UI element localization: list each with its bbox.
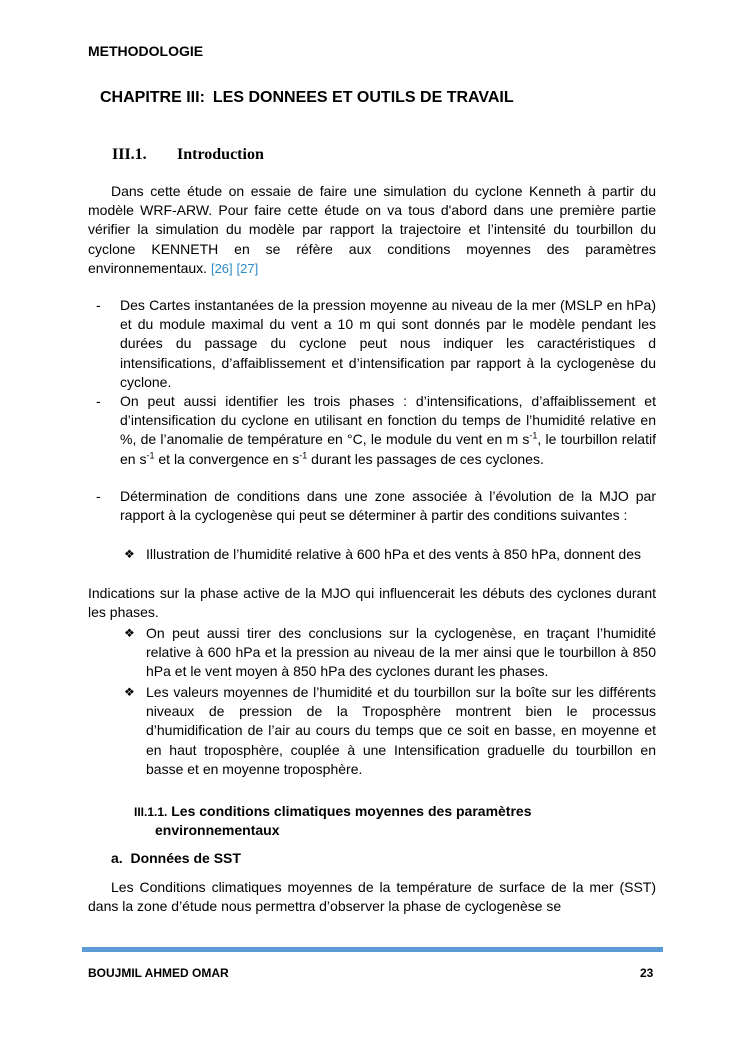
subsubsection-heading (111, 850, 241, 866)
footer-author: BOUJMIL AHMED OMAR (88, 966, 229, 980)
citation-link[interactable]: [26] (210, 260, 233, 276)
chapter-title-text: LES DONNEES ET OUTILS DE TRAVAIL (212, 89, 514, 106)
subsection-number: III.1.1. (134, 805, 168, 819)
text-run: durant les passages de ces cyclones. (307, 450, 544, 467)
text-run: , le tourbillon relatif en s (120, 431, 656, 467)
list-item (88, 392, 656, 469)
running-header: METHODOLOGIE (88, 43, 204, 59)
four-diamond-star-icon: ❖ (124, 626, 135, 640)
section-heading (112, 146, 264, 164)
sub-list-item-text: On peut aussi tirer des conclusions sur la cyclogenèse, en traçant l’humidité relative à 600 hPa et la pression au niveau de la mer ainsi que le tourbillon à 850 hPa et le vent moyen à 850 hPa des cyclones durant les phases. (146, 625, 656, 680)
citation-link[interactable]: [27] (236, 260, 259, 276)
chapter-title (100, 89, 514, 107)
chapter-label: CHAPITRE III: (100, 89, 205, 106)
list-item-text: Des Cartes instantanées de la pression moyenne au niveau de la mer (MSLP en hPa) et du module maximal du vent a 10 m qui sont donnés par le modèle pendant les durées du passage du cyclone peut nous indiquer les caractéristiques d intensifications, d’affaiblissement et d’intensification par rapport à la cyclogenèse du cyclone. (120, 297, 656, 390)
sub-list-item-text: Les valeurs moyennes de l’humidité et du tourbillon sur la boîte sur les différents niveaux de pression de la Troposphère montrent bien le processus d’humidification de l’air au cours du temps que ce soit en basse, en moyenne et en haut troposphère, couplée à une Intensification graduelle du tourbillon en basse et en moyenne troposphère. (146, 684, 656, 777)
subsection-title-line2: environnementaux (155, 822, 280, 838)
sub-list-item (124, 683, 656, 779)
list-item-text: Détermination de conditions dans une zone associée à l’évolution de la MJO par rapport à la cyclogenèse qui peut se déterminer à partir des conditions suivantes : (120, 488, 656, 524)
footer-rule (82, 947, 663, 952)
intro-text: Dans cette étude on essaie de faire une simulation du cyclone Kenneth à partir du modèle WRF-ARW. Pour faire cette étude on va tous d'abord dans une première partie vérifier la simulation du modèle par rapport la trajectoire et l’intensité du tourbillon du cyclone KENNETH en se réfère aux conditions moyennes des paramètres environnementaux. (88, 183, 656, 276)
subsubsection-marker: a. (111, 850, 123, 866)
dash-bullet: - (96, 297, 101, 313)
list-item (88, 296, 656, 392)
four-diamond-star-icon: ❖ (124, 547, 135, 561)
four-diamond-star-icon: ❖ (124, 685, 135, 699)
sub-list-item (124, 624, 656, 682)
subsection-title-line1: Les conditions climatiques moyennes des paramètres (171, 803, 532, 819)
superscript: -1 (299, 449, 308, 460)
section-number: III.1. (112, 146, 147, 163)
sub-list-item (124, 545, 656, 564)
intro-paragraph (88, 182, 656, 278)
superscript: -1 (529, 430, 538, 441)
dash-bullet: - (96, 393, 101, 409)
text-run: et la convergence en s (154, 450, 300, 467)
sst-paragraph: Les Conditions climatiques moyennes de la température de surface de la mer (SST) dans la zone d’étude nous permettra d’observer la phase de cyclogenèse se (88, 879, 656, 915)
superscript: -1 (146, 449, 155, 460)
page-number: 23 (640, 966, 654, 980)
continuation-paragraph: Indications sur la phase active de la MJO qui influencerait les débuts des cyclones durant les phases. (88, 585, 656, 621)
list-item-text (120, 392, 656, 469)
list-item (88, 487, 656, 525)
dash-bullet: - (96, 488, 101, 504)
subsubsection-title: Données de SST (130, 850, 241, 866)
subsection-heading (134, 802, 531, 839)
sub-list-item-text: Illustration de l’humidité relative à 600 hPa et des vents à 850 hPa, donnent des (146, 546, 641, 562)
section-title: Introduction (177, 146, 264, 163)
text-run: On peut aussi identifier les trois phases : d’intensifications, d’affaiblissement et d’intensification du cyclone en utilisant en fonction du temps de l’humidité relative en %, de l’anomalie de température en °C, le module du vent en m s (120, 393, 656, 448)
